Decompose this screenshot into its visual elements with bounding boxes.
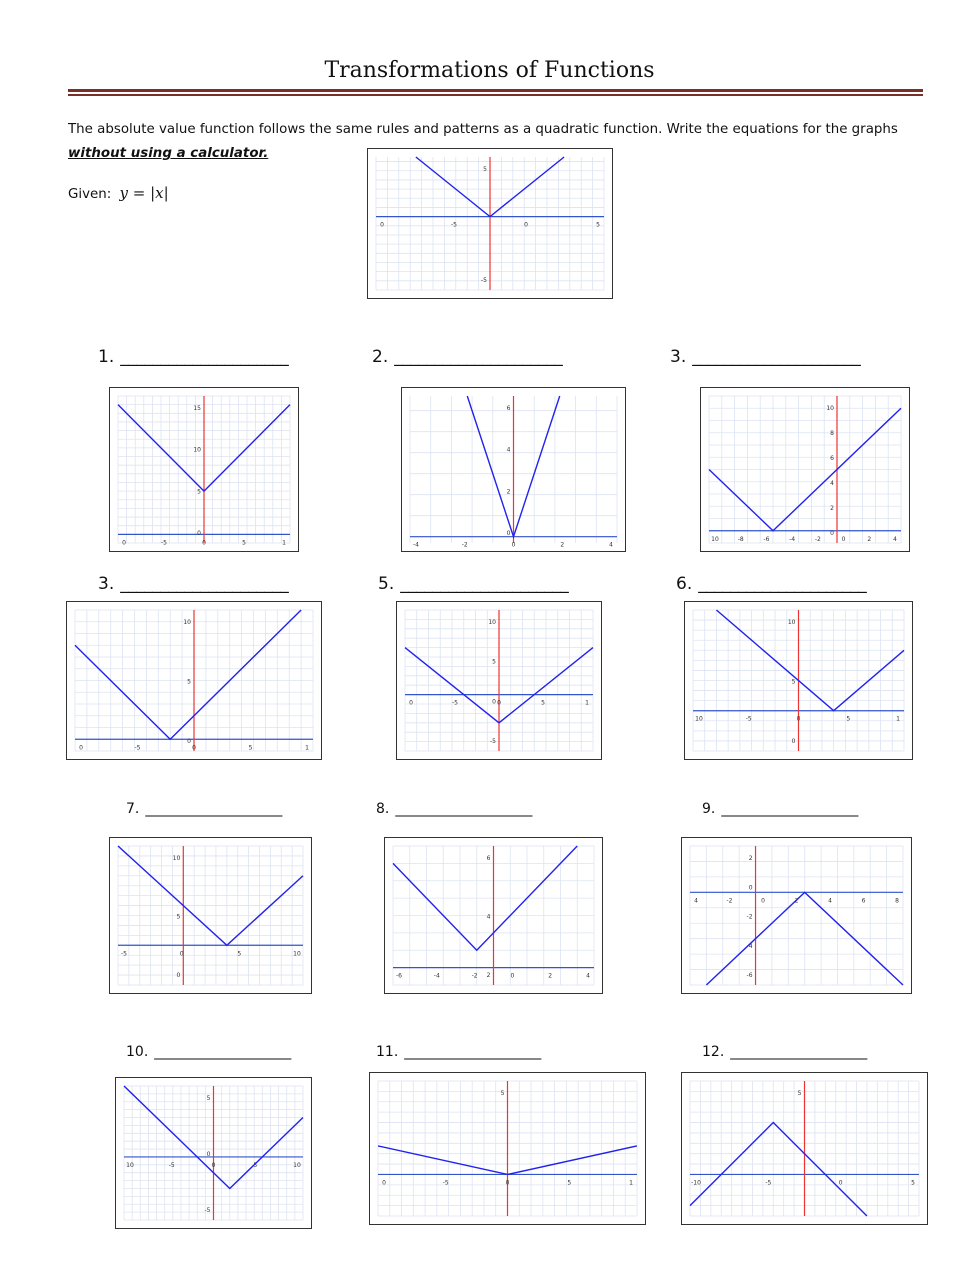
- y-tick-label: -2: [746, 913, 753, 921]
- x-tick-label: 1: [896, 715, 900, 723]
- graph-3: [700, 387, 910, 552]
- y-tick-label: -4: [746, 942, 753, 950]
- problem-7-label: 7. _____________________: [126, 801, 282, 817]
- graph-plot: [110, 838, 311, 993]
- x-tick-label: 0: [761, 897, 765, 905]
- x-tick-label: -5: [168, 1161, 175, 1169]
- given-label: Given:: [68, 187, 112, 202]
- y-tick-label: 6: [486, 855, 491, 862]
- y-tick-label: -5: [204, 1207, 211, 1214]
- given-equation: y = |x|: [119, 184, 169, 202]
- problem-6-label: 6. _____________________: [676, 574, 867, 594]
- x-tick-label: 2: [794, 897, 799, 905]
- graph-12: [681, 1072, 928, 1225]
- x-tick-label: 10: [695, 715, 703, 723]
- x-tick-label: -5: [765, 1179, 772, 1187]
- x-tick-label: -5: [452, 699, 458, 707]
- y-tick-label: 2: [506, 488, 511, 496]
- y-tick-label: 5: [500, 1090, 505, 1097]
- y-tick-label: 0: [176, 972, 181, 979]
- x-tick-label: -2: [726, 897, 733, 905]
- y-tick-label: 10: [193, 446, 201, 454]
- grid: [709, 396, 901, 543]
- graph-plot: [397, 602, 601, 759]
- x-tick-label: 2: [560, 541, 565, 549]
- grid: [118, 846, 303, 985]
- x-tick-label: -10: [691, 1179, 701, 1187]
- problem-4-label: 3. _____________________: [98, 574, 289, 594]
- x-tick-label: 4: [893, 535, 897, 543]
- x-tick-label: 2: [867, 535, 872, 543]
- x-tick-label: 0: [841, 535, 846, 543]
- x-tick-label: -5: [161, 539, 167, 547]
- y-tick-label: 10: [787, 619, 796, 626]
- y-tick-label: 5: [492, 658, 496, 666]
- x-tick-label: 5: [541, 699, 545, 707]
- problem-10-label: 10. _____________________: [126, 1044, 291, 1060]
- x-tick-label: 1: [305, 744, 309, 752]
- x-tick-label: -5: [134, 744, 141, 752]
- y-tick-label: -5: [490, 738, 496, 745]
- x-tick-label: 0: [79, 744, 83, 752]
- y-tick-label: 6: [506, 405, 511, 412]
- graph-7: [109, 837, 312, 994]
- graph-plot: [682, 838, 911, 993]
- y-tick-label: 5: [176, 913, 181, 921]
- x-tick-label: 0: [382, 1179, 386, 1187]
- x-tick-label: 0: [192, 744, 196, 752]
- x-tick-label: 0: [122, 539, 126, 547]
- x-tick-label: 1: [629, 1179, 633, 1187]
- x-tick-label: -5: [121, 950, 127, 958]
- x-tick-label: -4: [413, 541, 419, 549]
- x-tick-label: 0: [380, 221, 384, 229]
- absolute-value-curve: [75, 610, 301, 739]
- x-tick-label: 10: [711, 535, 719, 543]
- graph-plot: [116, 1078, 311, 1228]
- y-tick-label: 10: [826, 405, 834, 412]
- y-tick-label: 0: [492, 698, 496, 706]
- graph-plot: [685, 602, 912, 759]
- graph-plot: [110, 388, 298, 551]
- x-tick-label: -4: [789, 535, 796, 543]
- graph-plot: [368, 149, 612, 298]
- x-tick-label: 0: [505, 1179, 510, 1187]
- answer-blank[interactable]: _____________________: [400, 574, 569, 594]
- y-tick-label: 10: [172, 855, 181, 862]
- x-tick-label: 1: [585, 699, 589, 707]
- instructions-text: The absolute value function follows the same rules and patterns as a quadratic function. Write the equations for the graphs: [68, 122, 898, 137]
- answer-blank[interactable]: _____________________: [692, 347, 861, 367]
- x-tick-label: -8: [737, 535, 744, 543]
- graph-6: [684, 601, 913, 760]
- given-function: [68, 184, 169, 202]
- x-tick-label: -6: [763, 535, 770, 543]
- y-tick-label: 2: [830, 505, 834, 512]
- x-tick-label: -2: [461, 541, 468, 549]
- graph-11: [369, 1072, 646, 1225]
- graph-10: [115, 1077, 312, 1229]
- answer-blank[interactable]: _____________________: [698, 574, 867, 594]
- x-tick-label: 5: [237, 950, 242, 958]
- x-tick-label: -5: [745, 715, 752, 723]
- problem-5-label: 5. _____________________: [378, 574, 569, 594]
- x-tick-label: -2: [814, 535, 821, 543]
- title-rule: [68, 89, 923, 92]
- x-tick-label: 5: [248, 744, 253, 752]
- y-tick-label: 5: [197, 488, 201, 496]
- x-tick-label: 5: [253, 1161, 258, 1169]
- answer-blank[interactable]: _____________________: [394, 347, 563, 367]
- graph-9: [681, 837, 912, 994]
- x-tick-label: 0: [211, 1161, 216, 1169]
- graph-plot: [67, 602, 321, 759]
- y-tick-label: 5: [187, 678, 191, 686]
- y-tick-label: 10: [488, 619, 496, 626]
- x-tick-label: 10: [293, 1161, 301, 1169]
- x-tick-label: 10: [293, 950, 301, 958]
- answer-blank[interactable]: _____________________: [730, 1044, 867, 1060]
- y-tick-label: 0: [506, 530, 511, 537]
- answer-blank[interactable]: _____________________: [154, 1044, 291, 1060]
- y-tick-label: 5: [483, 166, 487, 173]
- answer-blank[interactable]: _____________________: [404, 1044, 541, 1060]
- answer-blank[interactable]: _____________________: [395, 801, 532, 817]
- y-tick-label: 5: [791, 678, 796, 686]
- y-tick-label: -6: [746, 972, 753, 979]
- y-tick-label: 0: [830, 530, 834, 537]
- y-tick-label: 0: [748, 884, 753, 892]
- answer-blank[interactable]: _____________________: [120, 347, 289, 367]
- x-tick-label: -6: [396, 972, 402, 980]
- x-tick-label: 8: [895, 897, 899, 905]
- graph-plot: [385, 838, 602, 993]
- y-tick-label: 8: [830, 430, 834, 437]
- graph-plot: [682, 1073, 927, 1224]
- problem-9-label: 9. _____________________: [702, 801, 858, 817]
- x-tick-label: 2: [548, 972, 553, 980]
- x-tick-label: 5: [846, 715, 851, 723]
- graph-5: [396, 601, 602, 760]
- y-tick-label: 2: [486, 972, 491, 979]
- absolute-value-curve: [690, 1123, 867, 1216]
- graph-4: [66, 601, 322, 760]
- x-tick-label: 0: [409, 699, 413, 707]
- x-tick-label: 0: [497, 699, 501, 707]
- answer-blank[interactable]: _____________________: [120, 574, 289, 594]
- problem-12-label: 12. _____________________: [702, 1044, 867, 1060]
- y-tick-label: 4: [486, 913, 491, 921]
- x-tick-label: -2: [471, 972, 478, 980]
- graph-8: [384, 837, 603, 994]
- graph-plot: [402, 388, 625, 551]
- x-tick-label: 0: [796, 715, 801, 723]
- title-rule-thin: [68, 94, 923, 96]
- x-tick-label: 0: [202, 539, 206, 547]
- grid: [690, 846, 903, 985]
- x-tick-label: 0: [524, 221, 528, 229]
- page-title: Transformations of Functions: [324, 58, 655, 83]
- problem-1-label: 1. _____________________: [98, 347, 289, 367]
- problem-2-label: 2. _____________________: [372, 347, 563, 367]
- y-tick-label: 0: [206, 1151, 211, 1158]
- x-tick-label: -5: [451, 221, 457, 229]
- x-tick-label: -5: [442, 1179, 449, 1187]
- y-tick-label: 2: [748, 855, 753, 862]
- x-tick-label: 0: [838, 1179, 843, 1187]
- x-tick-label: 5: [911, 1179, 915, 1187]
- problem-8-label: 8. _____________________: [376, 801, 532, 817]
- y-tick-label: -5: [481, 277, 487, 284]
- problem-3-label: 3. _____________________: [670, 347, 861, 367]
- y-tick-label: 10: [183, 619, 191, 626]
- graph-plot: [701, 388, 909, 551]
- x-tick-label: 0: [511, 541, 516, 549]
- y-tick-label: 4: [506, 446, 511, 454]
- graph-plot: [370, 1073, 645, 1224]
- y-tick-label: 4: [830, 480, 834, 487]
- y-tick-label: 0: [791, 738, 796, 745]
- graph-1: [109, 387, 299, 552]
- x-tick-label: 4: [609, 541, 613, 549]
- x-tick-label: 4: [694, 897, 698, 905]
- x-tick-label: 5: [596, 221, 600, 229]
- y-tick-label: 5: [797, 1090, 802, 1097]
- x-tick-label: 0: [510, 972, 515, 980]
- answer-blank[interactable]: _____________________: [721, 801, 858, 817]
- graph-given: [367, 148, 613, 299]
- y-tick-label: 5: [206, 1095, 211, 1102]
- x-tick-label: 10: [126, 1161, 134, 1169]
- instructions-emphasis: without using a calculator.: [68, 146, 269, 161]
- y-tick-label: 0: [187, 738, 191, 745]
- x-tick-label: 1: [282, 539, 286, 547]
- y-tick-label: 6: [830, 455, 834, 462]
- problem-11-label: 11. _____________________: [376, 1044, 541, 1060]
- y-tick-label: 15: [193, 405, 201, 412]
- x-tick-label: 0: [179, 950, 184, 958]
- graph-2: [401, 387, 626, 552]
- x-tick-label: 5: [242, 539, 246, 547]
- x-tick-label: 6: [861, 897, 866, 905]
- x-tick-label: 5: [567, 1179, 572, 1187]
- answer-blank[interactable]: _____________________: [145, 801, 282, 817]
- x-tick-label: 4: [828, 897, 832, 905]
- x-tick-label: 4: [586, 972, 590, 980]
- x-tick-label: -4: [433, 972, 440, 980]
- y-tick-label: 0: [197, 530, 201, 537]
